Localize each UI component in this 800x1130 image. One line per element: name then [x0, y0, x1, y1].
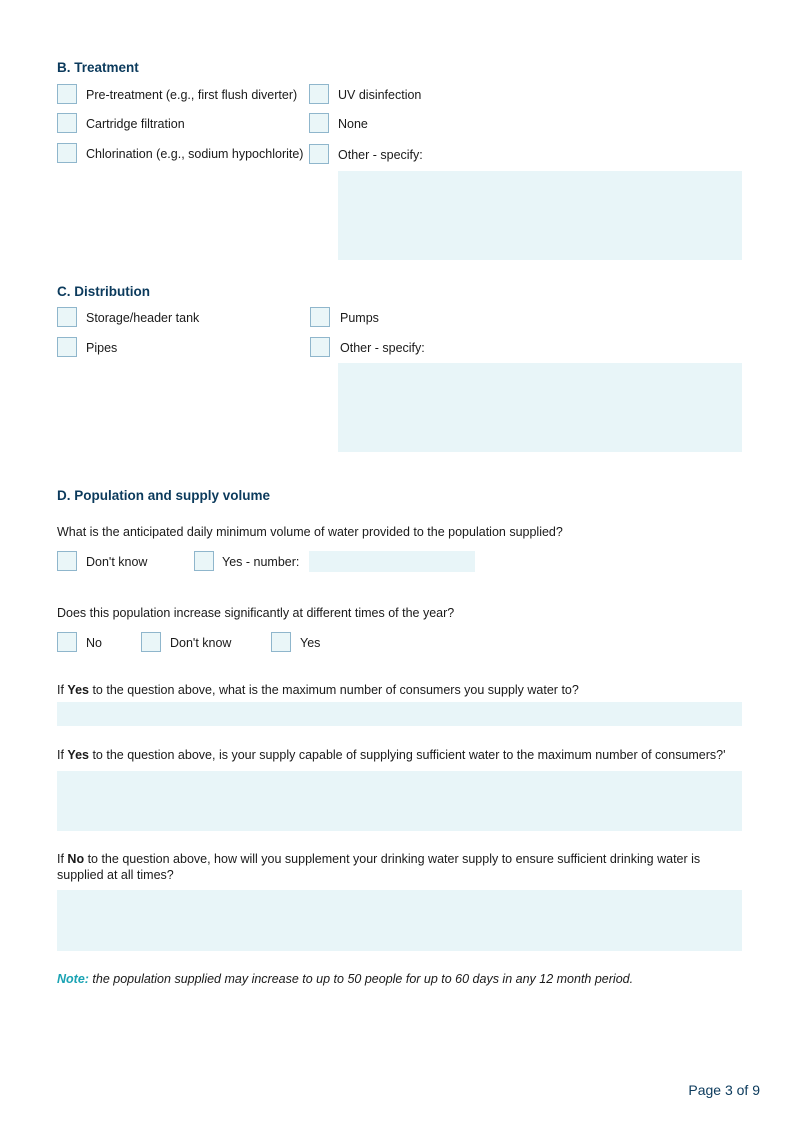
checkbox-pipes[interactable] [57, 337, 77, 357]
label-pipes: Pipes [86, 341, 118, 355]
label-increase-no: No [86, 636, 102, 650]
page-number: Page 3 of 9 [688, 1082, 760, 1098]
checkbox-none[interactable] [309, 113, 329, 133]
checkbox-distribution-other[interactable] [310, 337, 330, 357]
checkbox-pumps[interactable] [310, 307, 330, 327]
distribution-other-field[interactable] [338, 363, 742, 452]
supply-capability-field[interactable] [57, 771, 742, 831]
checkbox-pretreatment[interactable] [57, 84, 77, 104]
checkbox-cartridge-filtration[interactable] [57, 113, 77, 133]
question-daily-volume: What is the anticipated daily minimum volume of water provided to the population supplied? [57, 525, 563, 539]
label-none: None [338, 117, 368, 131]
label-uv-disinfection: UV disinfection [338, 88, 422, 102]
label-increase-dont-know: Don't know [170, 636, 232, 650]
checkbox-chlorination[interactable] [57, 143, 77, 163]
max-consumers-field[interactable] [57, 702, 742, 726]
checkbox-volume-dont-know[interactable] [57, 551, 77, 571]
checkbox-increase-no[interactable] [57, 632, 77, 652]
label-distribution-other: Other - specify: [340, 341, 425, 355]
label-pumps: Pumps [340, 311, 379, 325]
question-supplement-supply: If No to the question above, how will you supplement your drinking water supply to ensure sufficient drinking water is supplied at all times? [57, 852, 701, 882]
checkbox-volume-yes[interactable] [194, 551, 214, 571]
checkbox-uv-disinfection[interactable] [309, 84, 329, 104]
label-volume-dont-know: Don't know [86, 555, 148, 569]
treatment-heading: B. Treatment [57, 60, 139, 75]
checkbox-increase-yes[interactable] [271, 632, 291, 652]
population-heading: D. Population and supply volume [57, 488, 271, 503]
question-supply-capability: If Yes to the question above, is your supply capable of supplying sufficient water to the maximum number of consumers?' [57, 748, 726, 762]
supplement-supply-field[interactable] [57, 890, 742, 951]
label-volume-yes: Yes - number: [222, 555, 300, 569]
checkbox-storage-tank[interactable] [57, 307, 77, 327]
label-storage-tank: Storage/header tank [86, 311, 200, 325]
treatment-other-field[interactable] [338, 171, 742, 260]
label-cartridge-filtration: Cartridge filtration [86, 117, 185, 131]
population-note: Note: the population supplied may increase to up to 50 people for up to 60 days in any 12 month period. [57, 972, 634, 986]
distribution-heading: C. Distribution [57, 284, 150, 299]
checkbox-treatment-other[interactable] [309, 144, 329, 164]
label-chlorination: Chlorination (e.g., sodium hypochlorite) [86, 147, 304, 161]
label-pretreatment: Pre-treatment (e.g., first flush diverter) [86, 88, 298, 102]
volume-number-field[interactable] [309, 551, 475, 572]
question-population-increase: Does this population increase significantly at different times of the year? [57, 606, 455, 620]
label-increase-yes: Yes [300, 636, 321, 650]
question-max-consumers: If Yes to the question above, what is the maximum number of consumers you supply water to? [57, 683, 579, 697]
checkbox-increase-dont-know[interactable] [141, 632, 161, 652]
label-treatment-other: Other - specify: [338, 148, 423, 162]
